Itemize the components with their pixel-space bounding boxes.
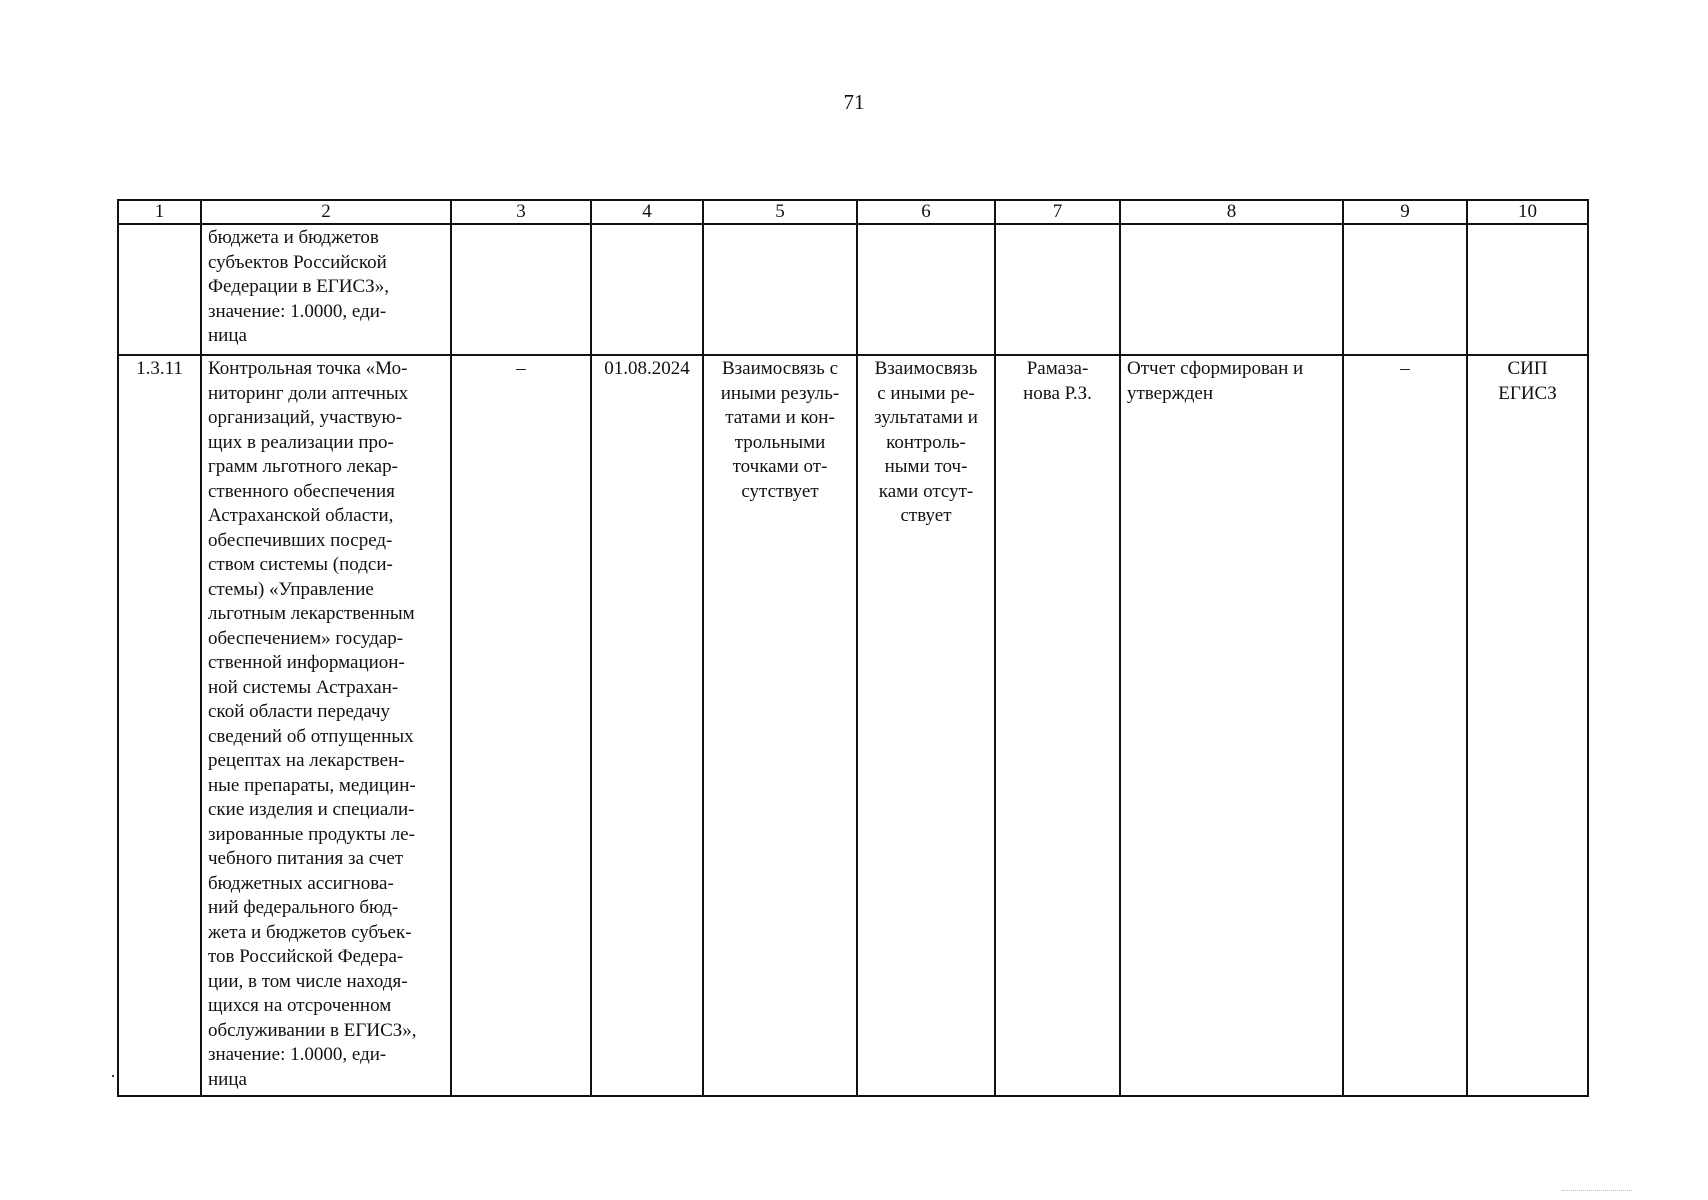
column-number: 1 [118, 200, 201, 224]
completion-date: 01.08.2024 [591, 355, 703, 1096]
interrelation-previous: Взаимосвязь с иными резуль- татами и кон- трольными точками от- сутствует [703, 355, 857, 1096]
table-cell [1467, 224, 1588, 355]
column-number: 2 [201, 200, 451, 224]
plan-table [117, 199, 1589, 1097]
table-cell [995, 224, 1120, 355]
previous-result-cell: – [451, 355, 591, 1096]
column-number: 7 [995, 200, 1120, 224]
scan-artifact [1562, 1190, 1632, 1192]
table-cell [857, 224, 995, 355]
continued-description: бюджета и бюджетов субъектов Российской Федерации в ЕГИСЗ», значение: 1.0000, еди- ница [201, 224, 451, 355]
column-number: 6 [857, 200, 995, 224]
column-number: 9 [1343, 200, 1467, 224]
column-number-row [118, 200, 1588, 224]
table-cell [451, 224, 591, 355]
result-description: Отчет сформирован и утвержден [1120, 355, 1343, 1096]
table-cell [1120, 224, 1343, 355]
column-number: 10 [1467, 200, 1588, 224]
information-system: СИП ЕГИСЗ [1467, 355, 1588, 1096]
interrelation-next: Взаимосвязь с иными ре- зультатами и контроль- ными точ- ками отсут- ствует [857, 355, 995, 1096]
table-cell [118, 224, 201, 355]
column-number: 4 [591, 200, 703, 224]
table-cell [591, 224, 703, 355]
row-number: 1.3.11 [118, 355, 201, 1096]
level-cell: – [1343, 355, 1467, 1096]
continuation-row [118, 224, 1588, 355]
page-number: 71 [843, 90, 865, 114]
column-number: 5 [703, 200, 857, 224]
responsible-person: Рамаза- нова Р.З. [995, 355, 1120, 1096]
table-cell [703, 224, 857, 355]
table-row [118, 355, 1588, 1096]
scan-artifact [112, 1075, 114, 1077]
column-number: 3 [451, 200, 591, 224]
column-number: 8 [1120, 200, 1343, 224]
checkpoint-description: Контрольная точка «Мо- ниторинг доли аптечных организаций, участвую- щих в реализации про- грамм льготного лекар- ственного обеспечения Астраханской области, обеспечивших посред- ством системы (подси- стемы) «Управление льготным лекарственным обеспечением» государ- ственной информацион- ной системы Астрахан- ской области передачу сведений об отпущенных рецептах на лекарствен- ные препараты, медицин- ские изделия и специали- зированные продукты ле- чебного питания за счет бюджетных ассигнова- ний федерального бюд- жета и бюджетов субъек- тов Российской Федера- ции, в том числе находя- щихся на отсроченном обслуживании в ЕГИСЗ», значение: 1.0000, еди- ница [201, 355, 451, 1096]
table-cell [1343, 224, 1467, 355]
